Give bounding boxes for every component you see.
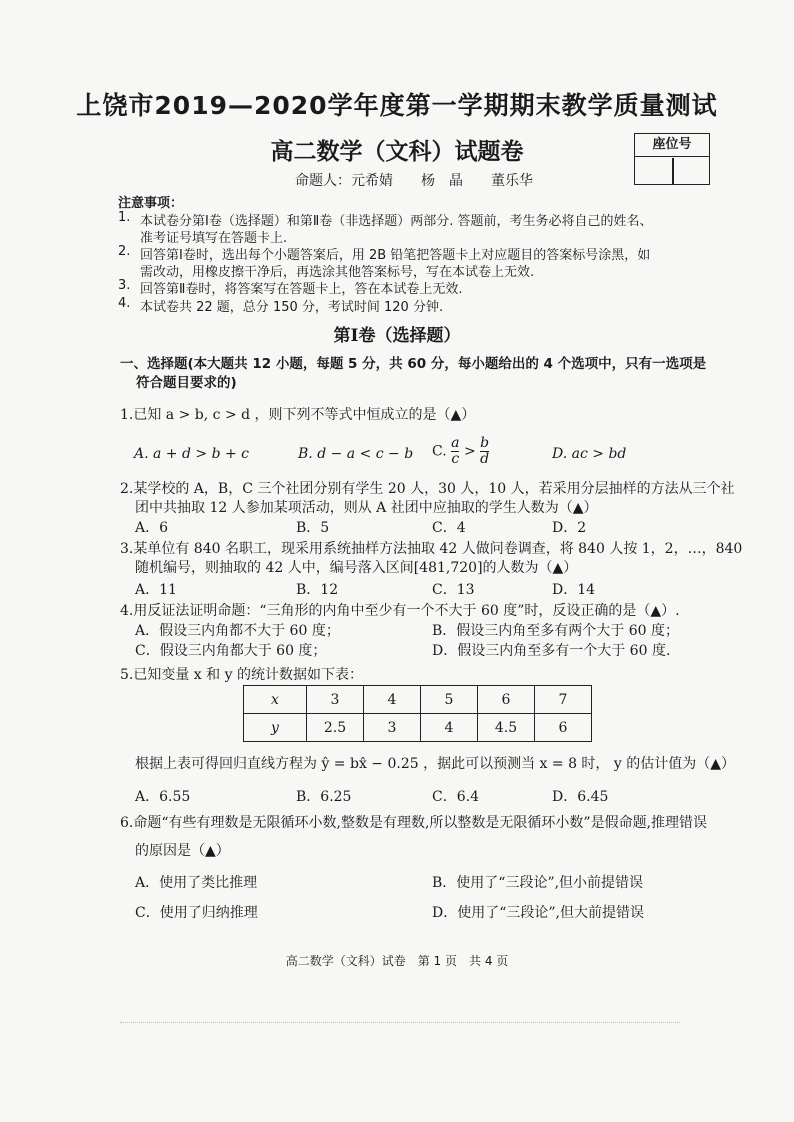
notice-heading: 注意事项： xyxy=(118,196,184,211)
table-cell: 6 xyxy=(535,714,592,742)
seat-divider xyxy=(672,158,674,184)
notice-text: 准考证号填写在答题卡上. xyxy=(140,231,288,246)
table-cell: 4 xyxy=(364,686,421,714)
question-2-line: 团中共抽取 12 人参加某项活动，则从 A 社团中应抽取的学生人数为（▲） xyxy=(135,500,598,516)
question-4-stem: 4.用反证法证明命题：“三角形的内角中至少有一个不大于 60 度”时，反设正确的是（▲）. xyxy=(120,603,680,619)
question-5-option-c: C．6.4 xyxy=(432,789,479,805)
fraction-a-over-c xyxy=(451,436,459,467)
notice-number: 1. xyxy=(118,210,131,225)
table-row xyxy=(244,714,592,742)
question-3-option-d: D．14 xyxy=(552,582,596,598)
notice-text: 回答第Ⅰ卷时，选出每个小题答案后，用 2B 铅笔把答题卡上对应题目的答案标号涂黑，如 xyxy=(140,248,651,263)
part-instructions: 一、选择题(本大题共 12 小题，每题 5 分，共 60 分，每小题给出的 4 个选项中，只有一选项是 xyxy=(120,356,707,372)
notice-number: 2. xyxy=(118,244,131,259)
table-cell: 2.5 xyxy=(307,714,364,742)
exam-subtitle: 高二数学（文科）试题卷 xyxy=(270,139,524,165)
question-6-line: 6.命题“有些有理数是无限循环小数,整数是有理数,所以整数是无限循环小数”是假命题,推理错误 xyxy=(120,815,708,831)
question-2-option-a: A．6 xyxy=(135,520,169,536)
question-3-option-c: C．13 xyxy=(432,582,475,598)
numerator: a xyxy=(451,435,460,451)
cut-line xyxy=(120,1022,680,1023)
table-cell: 4.5 xyxy=(478,714,535,742)
question-1-option-b: B. d − a < c − b xyxy=(298,446,414,462)
question-1-option-d: D. ac > bd xyxy=(552,446,627,462)
question-4-option-c: C．假设三内角都大于 60 度； xyxy=(135,643,327,659)
notice-text: 需改动，用橡皮擦干净后，再选涂其他答案标号，写在本试卷上无效. xyxy=(140,265,535,280)
numerator: b xyxy=(480,435,490,451)
question-5-stem: 5.已知变量 x 和 y 的统计数据如下表： xyxy=(120,667,363,683)
exam-title: 上饶市2019—2020学年度第一学期期末教学质量测试 xyxy=(76,91,718,120)
question-2-option-d: D．2 xyxy=(552,520,587,536)
denominator: c xyxy=(451,451,460,467)
question-5-line: 根据上表可得回归直线方程为 ŷ = bx̂ − 0.25 ，据此可以预测当 x = 8 时， y 的估计值为（▲） xyxy=(135,756,736,772)
question-1-option-a: A. a + d > b + c xyxy=(134,446,250,462)
denominator: d xyxy=(480,451,490,467)
question-2-option-c: C．4 xyxy=(432,520,466,536)
question-1-option-c xyxy=(432,436,489,467)
question-4-option-b: B．假设三内角至多有两个大于 60 度； xyxy=(432,623,680,639)
table-cell: 3 xyxy=(364,714,421,742)
question-6-line: 的原因是（▲） xyxy=(135,843,230,859)
section-title: 第Ⅰ卷（选择题） xyxy=(333,326,461,346)
greater-than-sign: > xyxy=(463,443,476,460)
question-4-option-d: D．假设三内角至多有一个大于 60 度. xyxy=(432,643,671,659)
table-cell: 7 xyxy=(535,686,592,714)
question-6-option-b: B．使用了“三段论”,但小前提错误 xyxy=(432,875,644,891)
question-6-option-d: D．使用了“三段论”,但大前提错误 xyxy=(432,905,644,921)
statistics-table xyxy=(243,685,592,742)
notice-number: 3. xyxy=(118,278,131,293)
question-3-line: 随机编号，则抽取的 42 人中，编号落入区间[481,720]的人数为（▲） xyxy=(135,560,578,576)
question-4-option-a: A．假设三内角都不大于 60 度； xyxy=(135,623,340,639)
table-cell: y xyxy=(244,714,307,742)
question-5-option-b: B．6.25 xyxy=(296,789,352,805)
table-cell: 5 xyxy=(421,686,478,714)
question-3-option-b: B．12 xyxy=(296,582,339,598)
table-cell: x xyxy=(244,686,307,714)
seat-number-label: 座位号 xyxy=(635,134,709,157)
question-5-option-d: D．6.45 xyxy=(552,789,609,805)
part-instructions: 符合题目要求的) xyxy=(136,375,237,391)
notice-text: 回答第Ⅱ卷时，将答案写在答题卡上，答在本试卷上无效. xyxy=(140,282,463,297)
notice-number: 4. xyxy=(118,296,131,311)
question-2-option-b: B．5 xyxy=(296,520,330,536)
question-3-option-a: A．11 xyxy=(135,582,177,598)
table-cell: 3 xyxy=(307,686,364,714)
table-cell: 6 xyxy=(478,686,535,714)
table-cell: 4 xyxy=(421,714,478,742)
question-2-line: 2.某学校的 A，B，C 三个社团分别有学生 20 人，30 人，10 人，若采用分层抽样的方法从三个社 xyxy=(120,481,735,497)
question-6-option-a: A．使用了类比推理 xyxy=(135,875,258,891)
seat-number-box xyxy=(634,133,710,185)
notice-text: 本试卷共 22 题，总分 150 分，考试时间 120 分钟. xyxy=(140,300,444,315)
table-row xyxy=(244,686,592,714)
question-1-stem: 1.已知 a > b, c > d ，则下列不等式中恒成立的是（▲） xyxy=(120,407,476,423)
authors-line: 命题人：元希婧 杨 晶 董乐华 xyxy=(295,173,533,189)
question-5-option-a: A．6.55 xyxy=(135,789,191,805)
question-3-line: 3.某单位有 840 名职工，现采用系统抽样方法抽取 42 人做问卷调查，将 840 人按 1，2，…，840 xyxy=(120,541,743,557)
option-c-label: C. xyxy=(432,443,447,460)
page-footer: 高二数学（文科）试卷 第 1 页 共 4 页 xyxy=(285,954,509,968)
question-6-option-c: C．使用了归纳推理 xyxy=(135,905,258,921)
notice-text: 本试卷分第Ⅰ卷（选择题）和第Ⅱ卷（非选择题）两部分. 答题前，考生务必将自己的姓名、 xyxy=(140,214,653,229)
fraction-b-over-d xyxy=(480,436,489,467)
